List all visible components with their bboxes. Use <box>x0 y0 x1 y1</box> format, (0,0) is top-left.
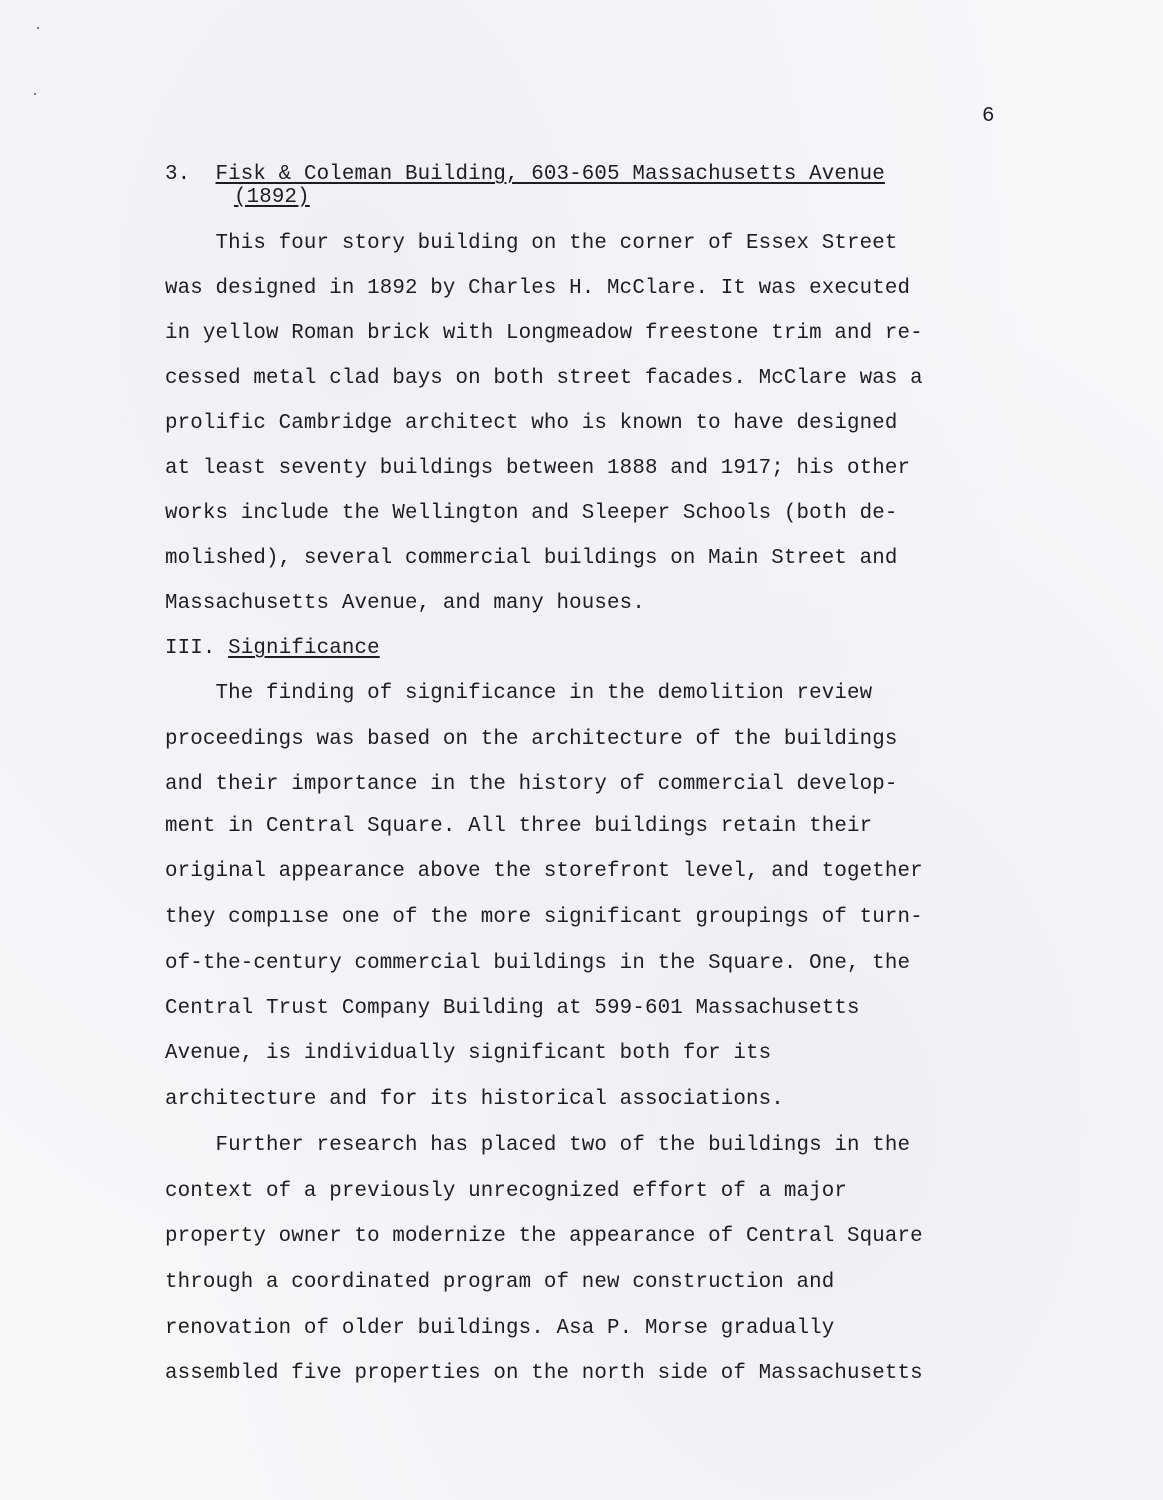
paragraph-line: assembled five properties on the north side of Massachusetts <box>165 1362 923 1385</box>
paragraph-line: in yellow Roman brick with Longmeadow freestone trim and re- <box>165 322 923 345</box>
paragraph-line: context of a previously unrecognized effort of a major <box>165 1180 848 1203</box>
paragraph-line: architecture and for its historical associations. <box>165 1088 784 1111</box>
section-number: 3. <box>165 163 191 186</box>
significance-heading <box>165 637 380 661</box>
paragraph-line: property owner to modernize the appearance of Central Square <box>165 1225 923 1248</box>
section-3-heading <box>165 163 885 187</box>
section-3-heading-date <box>234 186 310 210</box>
paragraph-line: Further research has placed two of the buildings in the <box>165 1134 911 1157</box>
paragraph-line: they compııse one of the more significant groupings of turn- <box>165 906 923 929</box>
paragraph-line: cessed metal clad bays on both street facades. McClare was a <box>165 367 923 390</box>
paragraph-line: Massachusetts Avenue, and many houses. <box>165 592 645 615</box>
paragraph-line: original appearance above the storefront level, and together <box>165 860 923 883</box>
scan-speck <box>37 27 39 29</box>
section-date: (1892) <box>234 186 310 209</box>
paragraph-line: The finding of significance in the demolition review <box>165 682 873 705</box>
paragraph-line: through a coordinated program of new construction and <box>165 1271 835 1294</box>
paragraph-line: at least seventy buildings between 1888 and 1917; his other <box>165 457 911 480</box>
paragraph-line: works include the Wellington and Sleeper Schools (both de- <box>165 502 898 525</box>
page-number: 6 <box>982 105 995 128</box>
paragraph-line: renovation of older buildings. Asa P. Morse gradually <box>165 1317 835 1340</box>
paragraph-line: Avenue, is individually significant both for its <box>165 1042 772 1065</box>
scan-speck <box>34 93 36 95</box>
section-numeral: III. <box>165 637 216 660</box>
paragraph-line: Central Trust Company Building at 599-601 Massachusetts <box>165 997 860 1020</box>
section-title: Fisk & Coleman Building, 603-605 Massachusetts Avenue <box>215 163 885 186</box>
paragraph-line: ment in Central Square. All three buildings retain their <box>165 815 873 838</box>
paragraph-line: prolific Cambridge architect who is known to have designed <box>165 412 898 435</box>
paragraph-line: proceedings was based on the architecture of the buildings <box>165 728 898 751</box>
paragraph-line: and their importance in the history of commercial develop- <box>165 773 898 796</box>
paragraph-line: molished), several commercial buildings on Main Street and <box>165 547 898 570</box>
paragraph-line: of-the-century commercial buildings in the Square. One, the <box>165 952 911 975</box>
section-title: Significance <box>228 637 380 660</box>
paragraph-line: was designed in 1892 by Charles H. McClare. It was executed <box>165 277 911 300</box>
paragraph-line: This four story building on the corner of Essex Street <box>165 232 898 255</box>
